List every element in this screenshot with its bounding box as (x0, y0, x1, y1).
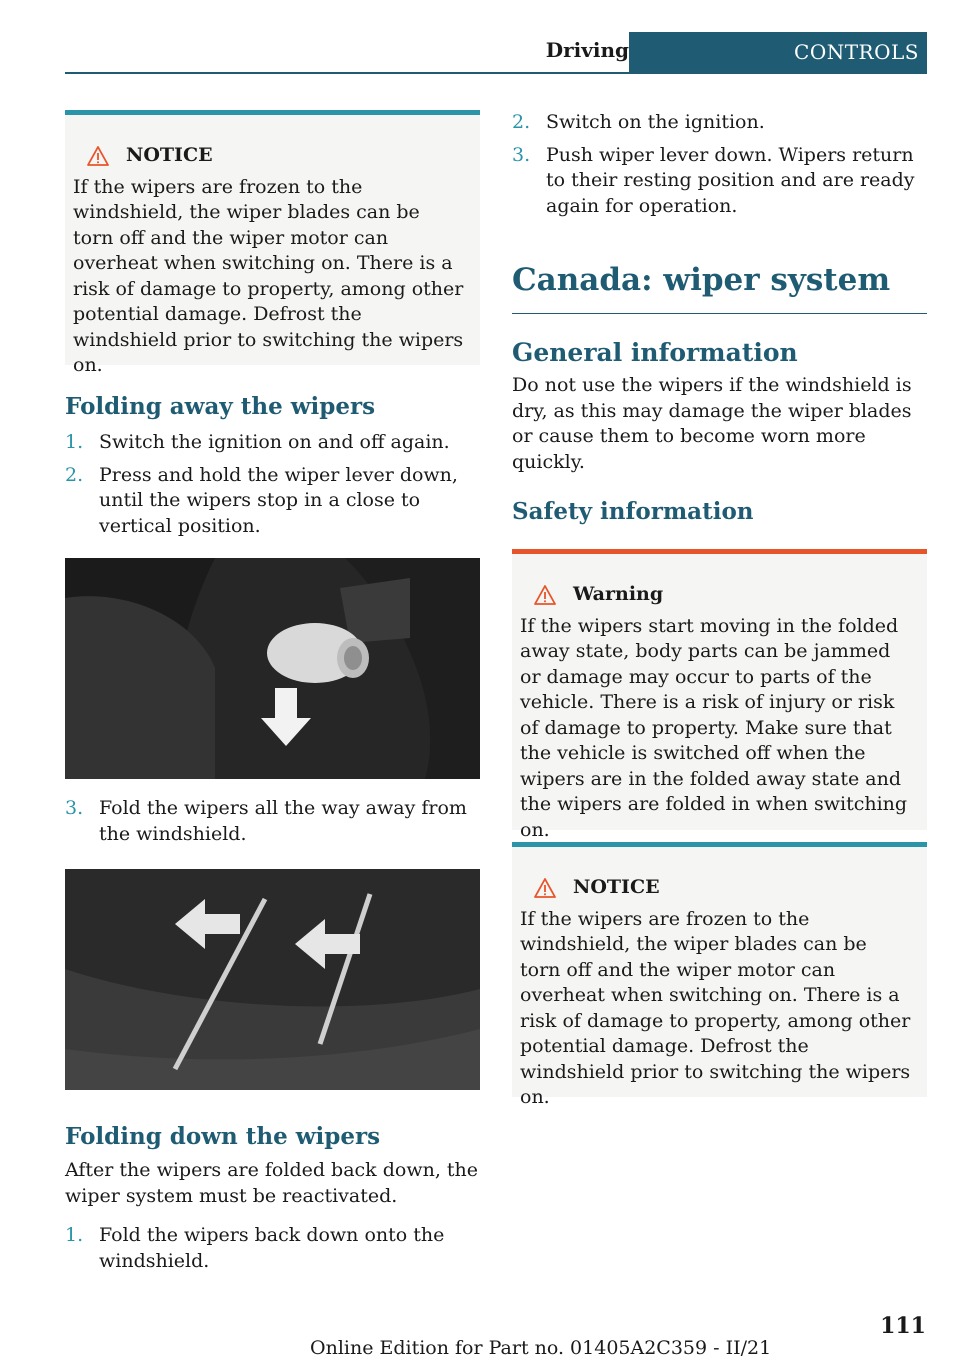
header-section: Driving (545, 38, 629, 62)
header-chapter: CONTROLS (629, 32, 927, 72)
folding-away-steps (65, 430, 480, 539)
notice-text: If the wipers are frozen to the windshield, the wiper blades can be torn off and the wiper motor can overheat when switching on. There is a risk of damage to property, among other potential damage. Defrost the windshield prior to switching the wipers on. (73, 175, 464, 376)
section-title: Canada: wiper system (512, 262, 891, 298)
notice-heading (520, 875, 913, 901)
step-text: Fold the wipers back down onto the windshield. (99, 1224, 445, 1272)
step-number: 3. (512, 143, 531, 166)
safety-info-heading: Safety information (512, 498, 754, 525)
folding-down-text: After the wipers are folded back down, the wiper system must be reactivated. (65, 1159, 479, 1207)
general-info-heading: General information (512, 338, 798, 367)
list-item (65, 430, 480, 456)
list-item (65, 463, 480, 540)
notice-heading (73, 143, 466, 169)
warning-heading-text: Warning (573, 583, 664, 605)
notice-box (65, 110, 480, 376)
warning-heading (520, 582, 913, 608)
general-info-text: Do not use the wipers if the windshield is dry, as this may damage the wiper blades or cause them to become worn more quickly. (512, 374, 912, 473)
right-column (512, 110, 927, 1108)
step-number: 2. (512, 111, 531, 133)
list-item (512, 110, 927, 136)
reactivation-steps (512, 110, 927, 219)
wiper-lever-photo (65, 558, 480, 779)
step-text: Fold the wipers all the way away from the windshield. (99, 797, 467, 845)
notice-box (512, 842, 927, 1108)
list-item (512, 143, 927, 220)
warning-triangle-icon (534, 878, 556, 898)
wiper-fold-photo (65, 869, 480, 1090)
folding-away-heading: Folding away the wipers (65, 393, 376, 420)
list-item (65, 796, 480, 847)
page-header (65, 32, 927, 74)
folding-down-steps (65, 1223, 480, 1274)
footer-edition: Online Edition for Part no. 01405A2C359 - II/21 (310, 1337, 772, 1359)
page-number: 111 (880, 1313, 926, 1339)
step-number: 3. (65, 797, 84, 819)
step-text: Switch the ignition on and off again. (99, 431, 450, 453)
notice-text: If the wipers are frozen to the windshield, the wiper blades can be torn off and the wiper motor can overheat when switching on. There is a risk of damage to property, among other potential damage. Defrost the windshield prior to switching the wipers on. (520, 907, 911, 1108)
folding-down-heading: Folding down the wipers (65, 1123, 381, 1150)
step-number: 1. (65, 1224, 84, 1246)
notice-heading-text: NOTICE (573, 876, 660, 898)
folding-away-steps-continued (65, 796, 480, 847)
step-number: 1. (65, 431, 84, 453)
step-number: 2. (65, 463, 84, 486)
step-text: Push wiper lever down. Wipers return to their resting position and are ready again for operation. (546, 143, 915, 217)
list-item (65, 1223, 480, 1274)
left-column (65, 110, 480, 1281)
warning-text: If the wipers start moving in the folded away state, body parts can be jammed or damage may occur to parts of the vehicle. There is a risk of injury or risk of damage to property. Make sure that the vehicle is switched off when the wipers are in the folded away state and the wipers are folded in when switching on. (520, 614, 908, 841)
warning-triangle-icon (534, 585, 556, 605)
step-text: Switch on the ignition. (546, 111, 765, 133)
warning-box (512, 549, 927, 841)
warning-triangle-icon (87, 146, 109, 166)
step-text: Press and hold the wiper lever down, until the wipers stop in a close to vertical position. (99, 463, 458, 537)
notice-heading-text: NOTICE (126, 144, 213, 166)
